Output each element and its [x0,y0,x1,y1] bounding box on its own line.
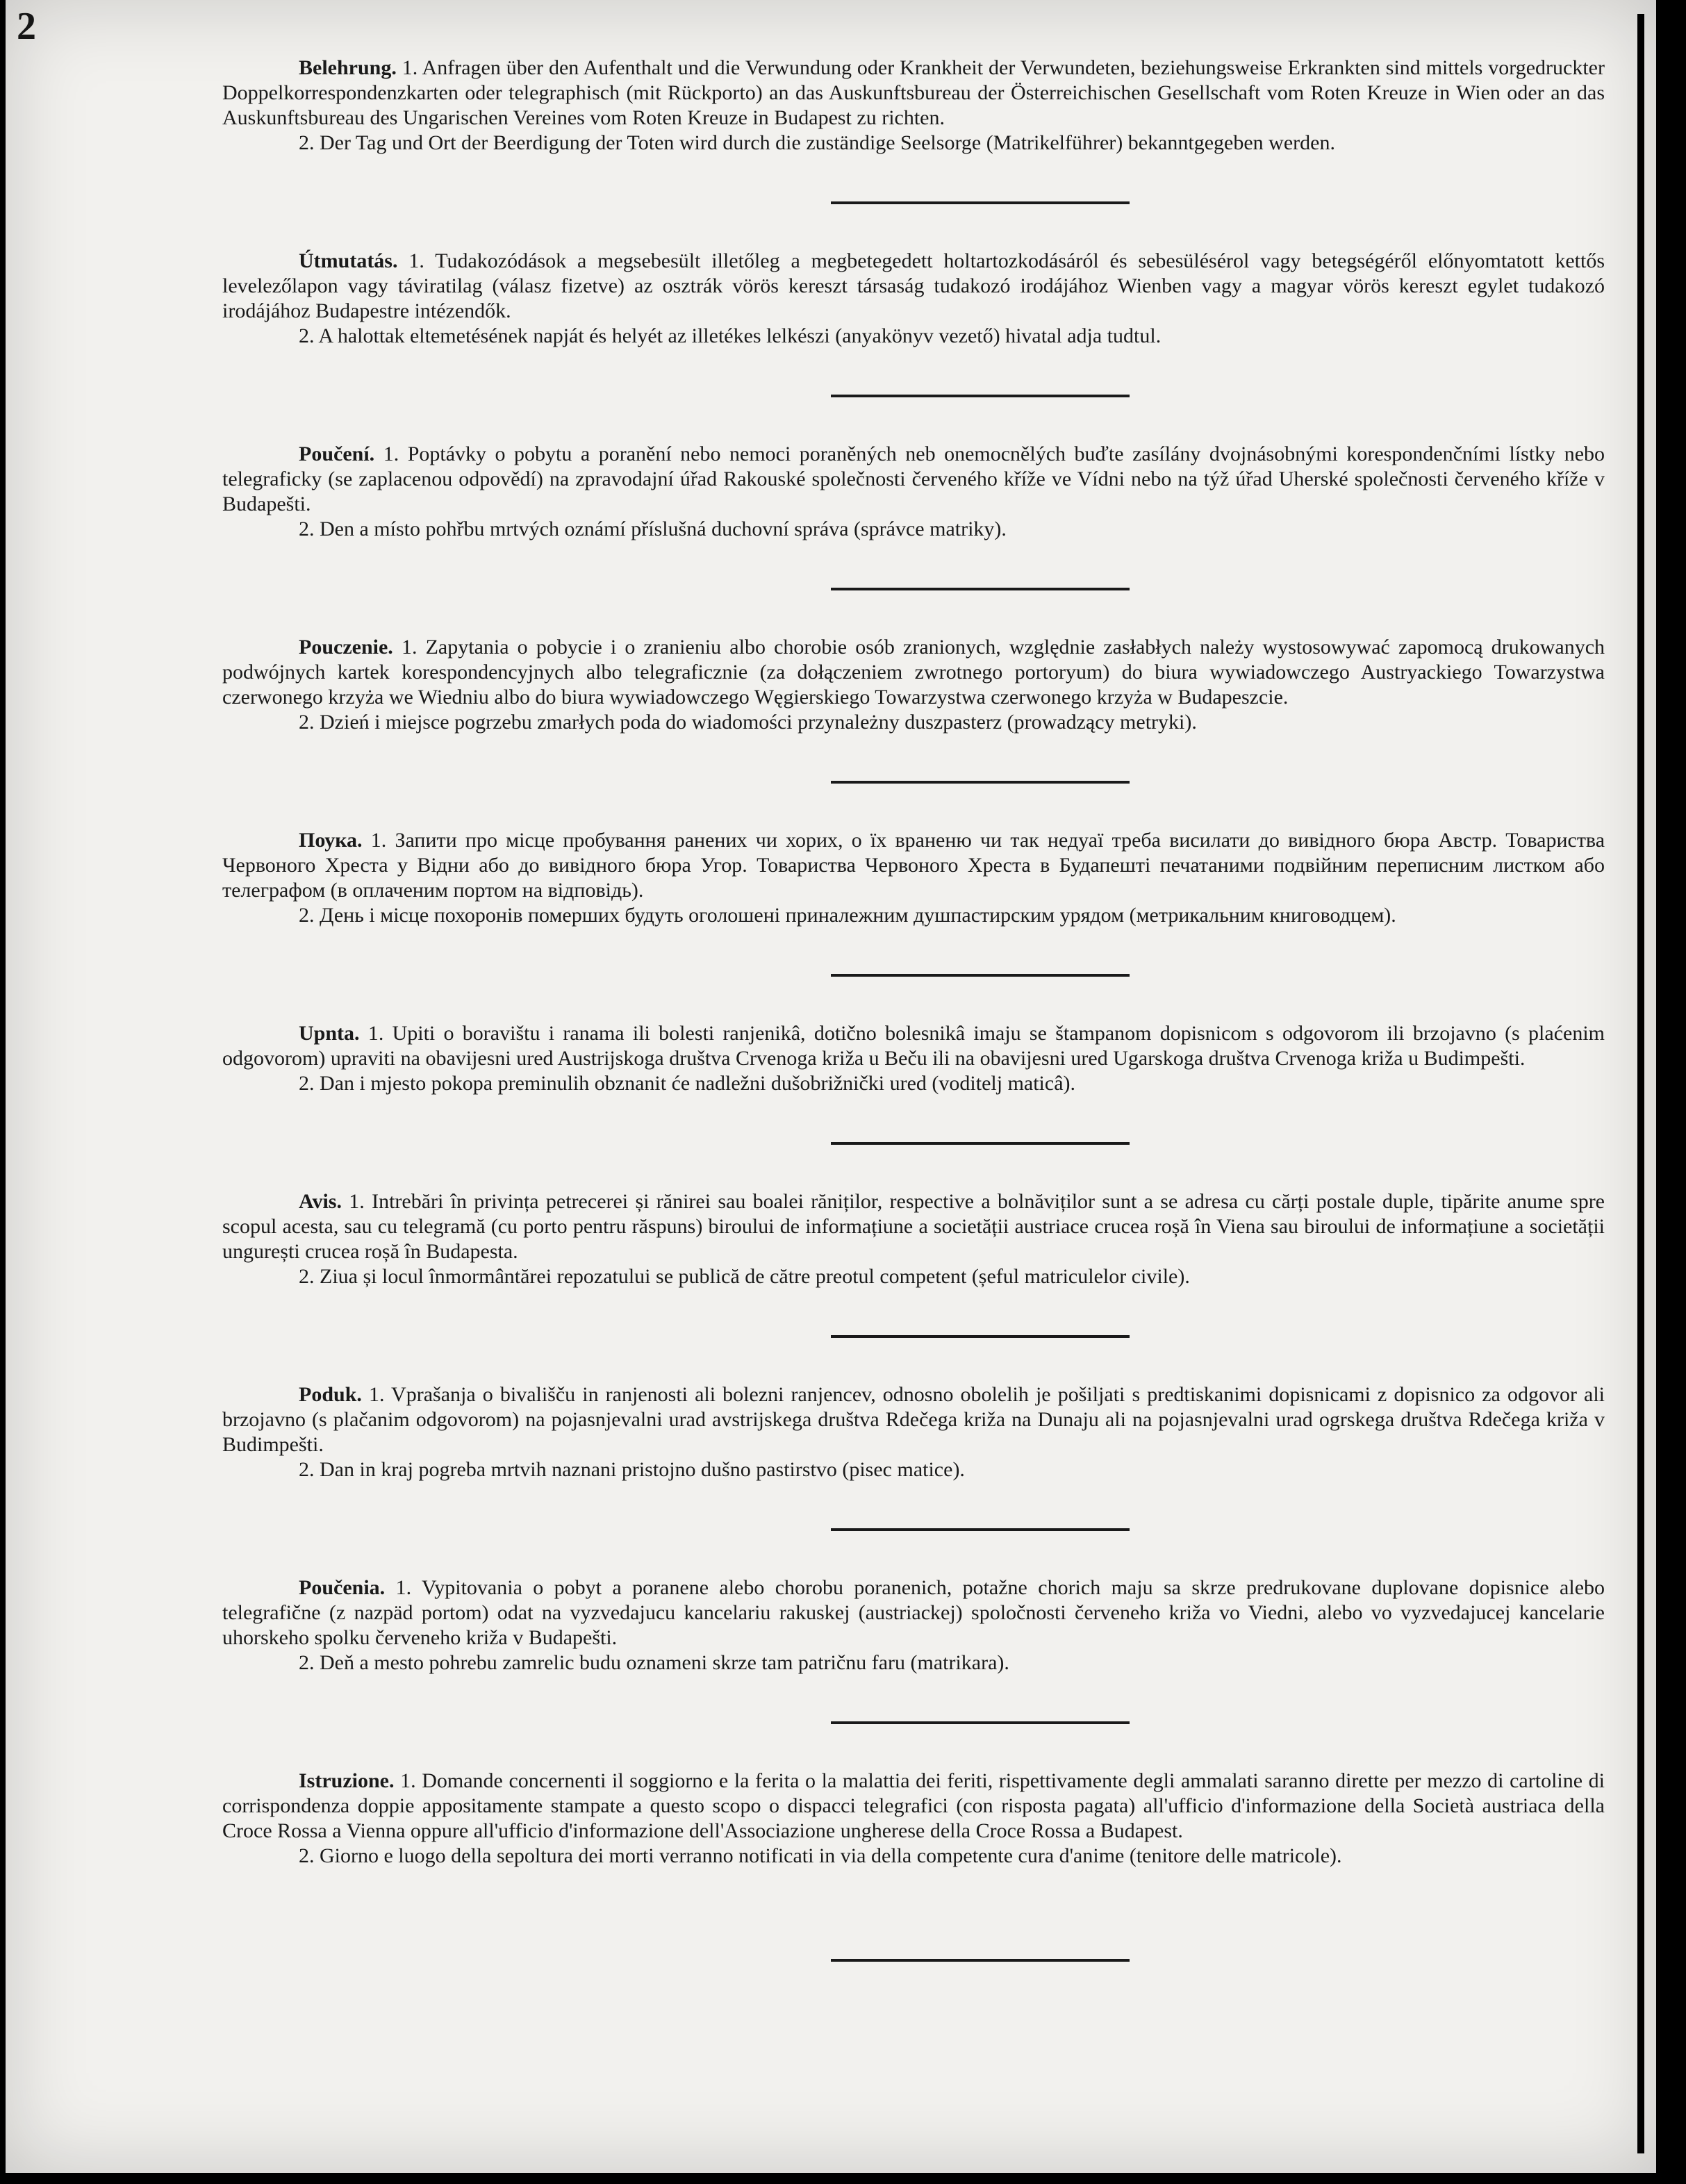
section-slovak-item1 [222,1575,1605,1651]
section-polish-text1: 1. Zapytania o pobycie i o zranieniu albo chorobie osób zranionych, względnie zasłabłych należy wystosowywać zapomocą drukowanych podwójnych kartek korespondencyjnych albo telegraficznie (za dołączeniem zwrotnego portoryum) do biura wywiadowczego Austryackiego Towarzystwa czerwonego krzyża we Wiedniu albo do biura wywiadowczego Węgierskiego Towarzystwa czerwonego krzyża w Budapeszcie. [222,636,1605,709]
section-italian-heading: Istruzione. [299,1769,395,1792]
section-romanian-item1 [222,1189,1605,1264]
section-divider [831,588,1130,590]
section-romanian-text1: 1. Intrebări în privința petrecerei și rănirei sau boalei răniților, respective a bolnăviților sunt a se adresa cu cărți postale duple, tipărite anume spre scopul acesta, sau cu telegramă (cu porto pentru răspuns) biroului de informațiune a societății austriace crucea roșă în Viena sau biroului de informațiune a societății ungurești crucea roșă în Budapesta. [222,1190,1605,1263]
section-croatian-text1: 1. Upiti o boravištu i ranama ili bolesti ranjenikâ, dotično bolesnikâ imaju se štampanom dopisnicom s odgovorom ili brzojavno (s plaćenim odgovorom) upraviti na obavijesni ured Austrijskoga društva Crvenoga križa u Beču ili na obavijesni ured Ugarskoga društva Crvenoga križa u Budimpešti. [222,1022,1605,1070]
section-croatian-item2: 2. Dan i mjesto pokopa preminulih obznanit će nadležni dušobrižnički ured (voditelj maticâ). [299,1072,1076,1095]
section-ukrainian [222,828,1605,928]
section-hungarian-text1: 1. Tudakozódások a megsebesült illetőleg a megbetegedett holtartozkodásáról és sebesülésérol vagy betegségéről előnyomtatott kettős levelezőlapon vagy táviratilag (válasz fizetve) az osztrák vörös kereszt társaság tudakozó irodájához Wienben vagy a magyar vörös kereszt egylet tudakozó irodájához Budapestre intézendők. [222,249,1605,322]
section-czech-text1: 1. Poptávky o pobytu a poranění nebo nemoci poraněných neb onemocnělých buďte zasílány dvojnásobnými korespondenčními lístky nebo telegraficky (se zaplacenou odpovědí) na zpravodajní úřad Rakouské společnosti červeného kříže ve Vídni nebo na týž úřad Uherské společnosti červeného kříže v Budapešti. [222,442,1605,515]
section-hungarian-heading: Útmutatás. [299,249,398,272]
section-czech-item2: 2. Den a místo pohřbu mrtvých oznámí příslušná duchovní správa (správce matriky). [299,518,1007,540]
section-italian-item1 [222,1769,1605,1844]
section-ukrainian-heading: Поука. [299,829,363,852]
section-hungarian-item1 [222,249,1605,324]
section-slovene [222,1382,1605,1482]
section-polish [222,635,1605,735]
section-hungarian [222,249,1605,349]
section-german-item1 [222,56,1605,131]
section-polish-heading: Pouczenie. [299,636,393,659]
section-polish-item2: 2. Dzień i miejsce pogrzebu zmarłych poda do wiadomości przynależny duszpasterz (prowadzący metryki). [299,711,1197,734]
section-divider [831,1335,1130,1338]
section-slovak-heading: Poučenia. [299,1576,386,1599]
scan-edge [1656,0,1686,2184]
section-ukrainian-text1: 1. Запити про місце пробування ранених чи хорих, о їх враненю чи так недуаї треба висилати до вивідного бюра Австр. Товариства Червоного Хреста у Відни або до вивідного бюра Угор. Товариства Червоного Хреста в Будапешті печатаними подвійним переписним листком або телеграфом (в оплаченим портом на відповідь). [222,829,1605,902]
section-slovene-heading: Poduk. [299,1383,362,1406]
section-czech-heading: Poučení. [299,442,375,465]
section-divider [831,1142,1130,1145]
section-divider [831,1528,1130,1531]
closing-divider [831,1959,1130,1962]
section-czech [222,442,1605,542]
section-german-text1: 1. Anfragen über den Aufenthalt und die Verwundung oder Krankheit der Verwundeten, beziehungsweise Erkrankten sind mittels vorgedruckter Doppelkorrespondenzkarten oder telegraphisch (mit Rückporto) an das Auskunftsbureau der Österreichischen Gesellschaft vom Roten Kreuze in Wien oder an das Auskunftsbureau des Ungarischen Vereines vom Roten Kreuze in Budapest zu richten. [222,56,1605,129]
section-slovak-text1: 1. Vypitovania o pobyt a poranene alebo chorobu poranenich, potažne chorich maju sa skrze predrukovane duplovane dopisnice alebo telegrafične (z nazpäd portom) odat na vyzvedajucu kancelariu rakuskej (austriackej) spoločnosti červeneho križa vo Viedni, alebo vo vyzvedajucej kancelarie uhorskeho spolku červeneho križa v Budapešti. [222,1576,1605,1649]
section-german [222,56,1605,156]
section-hungarian-item2: 2. A halottak eltemetésének napját és helyét az illetékes lelkészi (anyakönyv vezető) hivatal adja tudtul. [299,324,1162,347]
section-polish-item1 [222,635,1605,710]
section-croatian-item1 [222,1021,1605,1071]
section-german-heading: Belehrung. [299,56,397,79]
section-german-item2: 2. Der Tag und Ort der Beerdigung der Toten wird durch die zuständige Seelsorge (Matrikelführer) bekanntgegeben werden. [299,131,1335,154]
section-slovene-text1: 1. Vprašanja o bivališču in ranjenosti ali bolezni ranjencev, odnosno obolelih je pošiljati s predtiskanimi dopisnicami z dopisnico za odgovor ali brzojavno (s plačanim odgovorom) na pojasnjevalni urad avstrijskega društva Rdečega križa na Dunaju ali na pojasnjevalni urad ogrskega društva Rdečega križa v Budimpešti. [222,1383,1605,1456]
document-body [222,56,1605,2006]
section-divider [831,1721,1130,1724]
section-croatian-heading: Upnta. [299,1022,360,1045]
section-slovene-item2: 2. Dan in kraj pogreba mrtvih naznani pristojno dušno pastirstvo (pisec matice). [299,1458,965,1481]
section-romanian-item2: 2. Ziua și locul înmormântărei repozatului se publică de către preotul competent (șeful matriculelor civile). [299,1265,1190,1288]
section-italian [222,1769,1605,1869]
page-number: 2 [17,5,36,48]
section-slovak-item2: 2. Deň a mesto pohrebu zamrelic budu oznameni skrze tam patričnu faru (matrikara). [299,1651,1009,1674]
section-divider [831,974,1130,977]
section-romanian [222,1189,1605,1289]
section-divider [831,395,1130,397]
section-divider [831,781,1130,784]
section-ukrainian-item1 [222,828,1605,903]
section-divider [831,201,1130,204]
section-slovak [222,1575,1605,1676]
page-border-line [1637,14,1644,2153]
section-ukrainian-item2: 2. День і місце похоронів померших будуть оголошені приналежним душпастирским урядом (метрикальним книговодцем). [299,904,1396,927]
section-romanian-heading: Avis. [299,1190,342,1213]
section-italian-text1: 1. Domande concernenti il soggiorno e la ferita o la malattia dei feriti, rispettivamente degli ammalati saranno dirette per mezzo di cartoline di corrispondenza doppie appositamente stampate a questo scopo o dispacci telegrafici (con risposta pagata) all'ufficio d'informazione della Società austriaca della Croce Rossa a Vienna oppure all'ufficio d'informazione dell'Associazione ungherese della Croce Rossa a Budapest. [222,1769,1605,1842]
section-slovene-item1 [222,1382,1605,1457]
section-croatian [222,1021,1605,1096]
section-italian-item2: 2. Giorno e luogo della sepoltura dei morti verranno notificati in via della competente cura d'anime (tenitore delle matricole). [299,1844,1342,1867]
section-czech-item1 [222,442,1605,517]
